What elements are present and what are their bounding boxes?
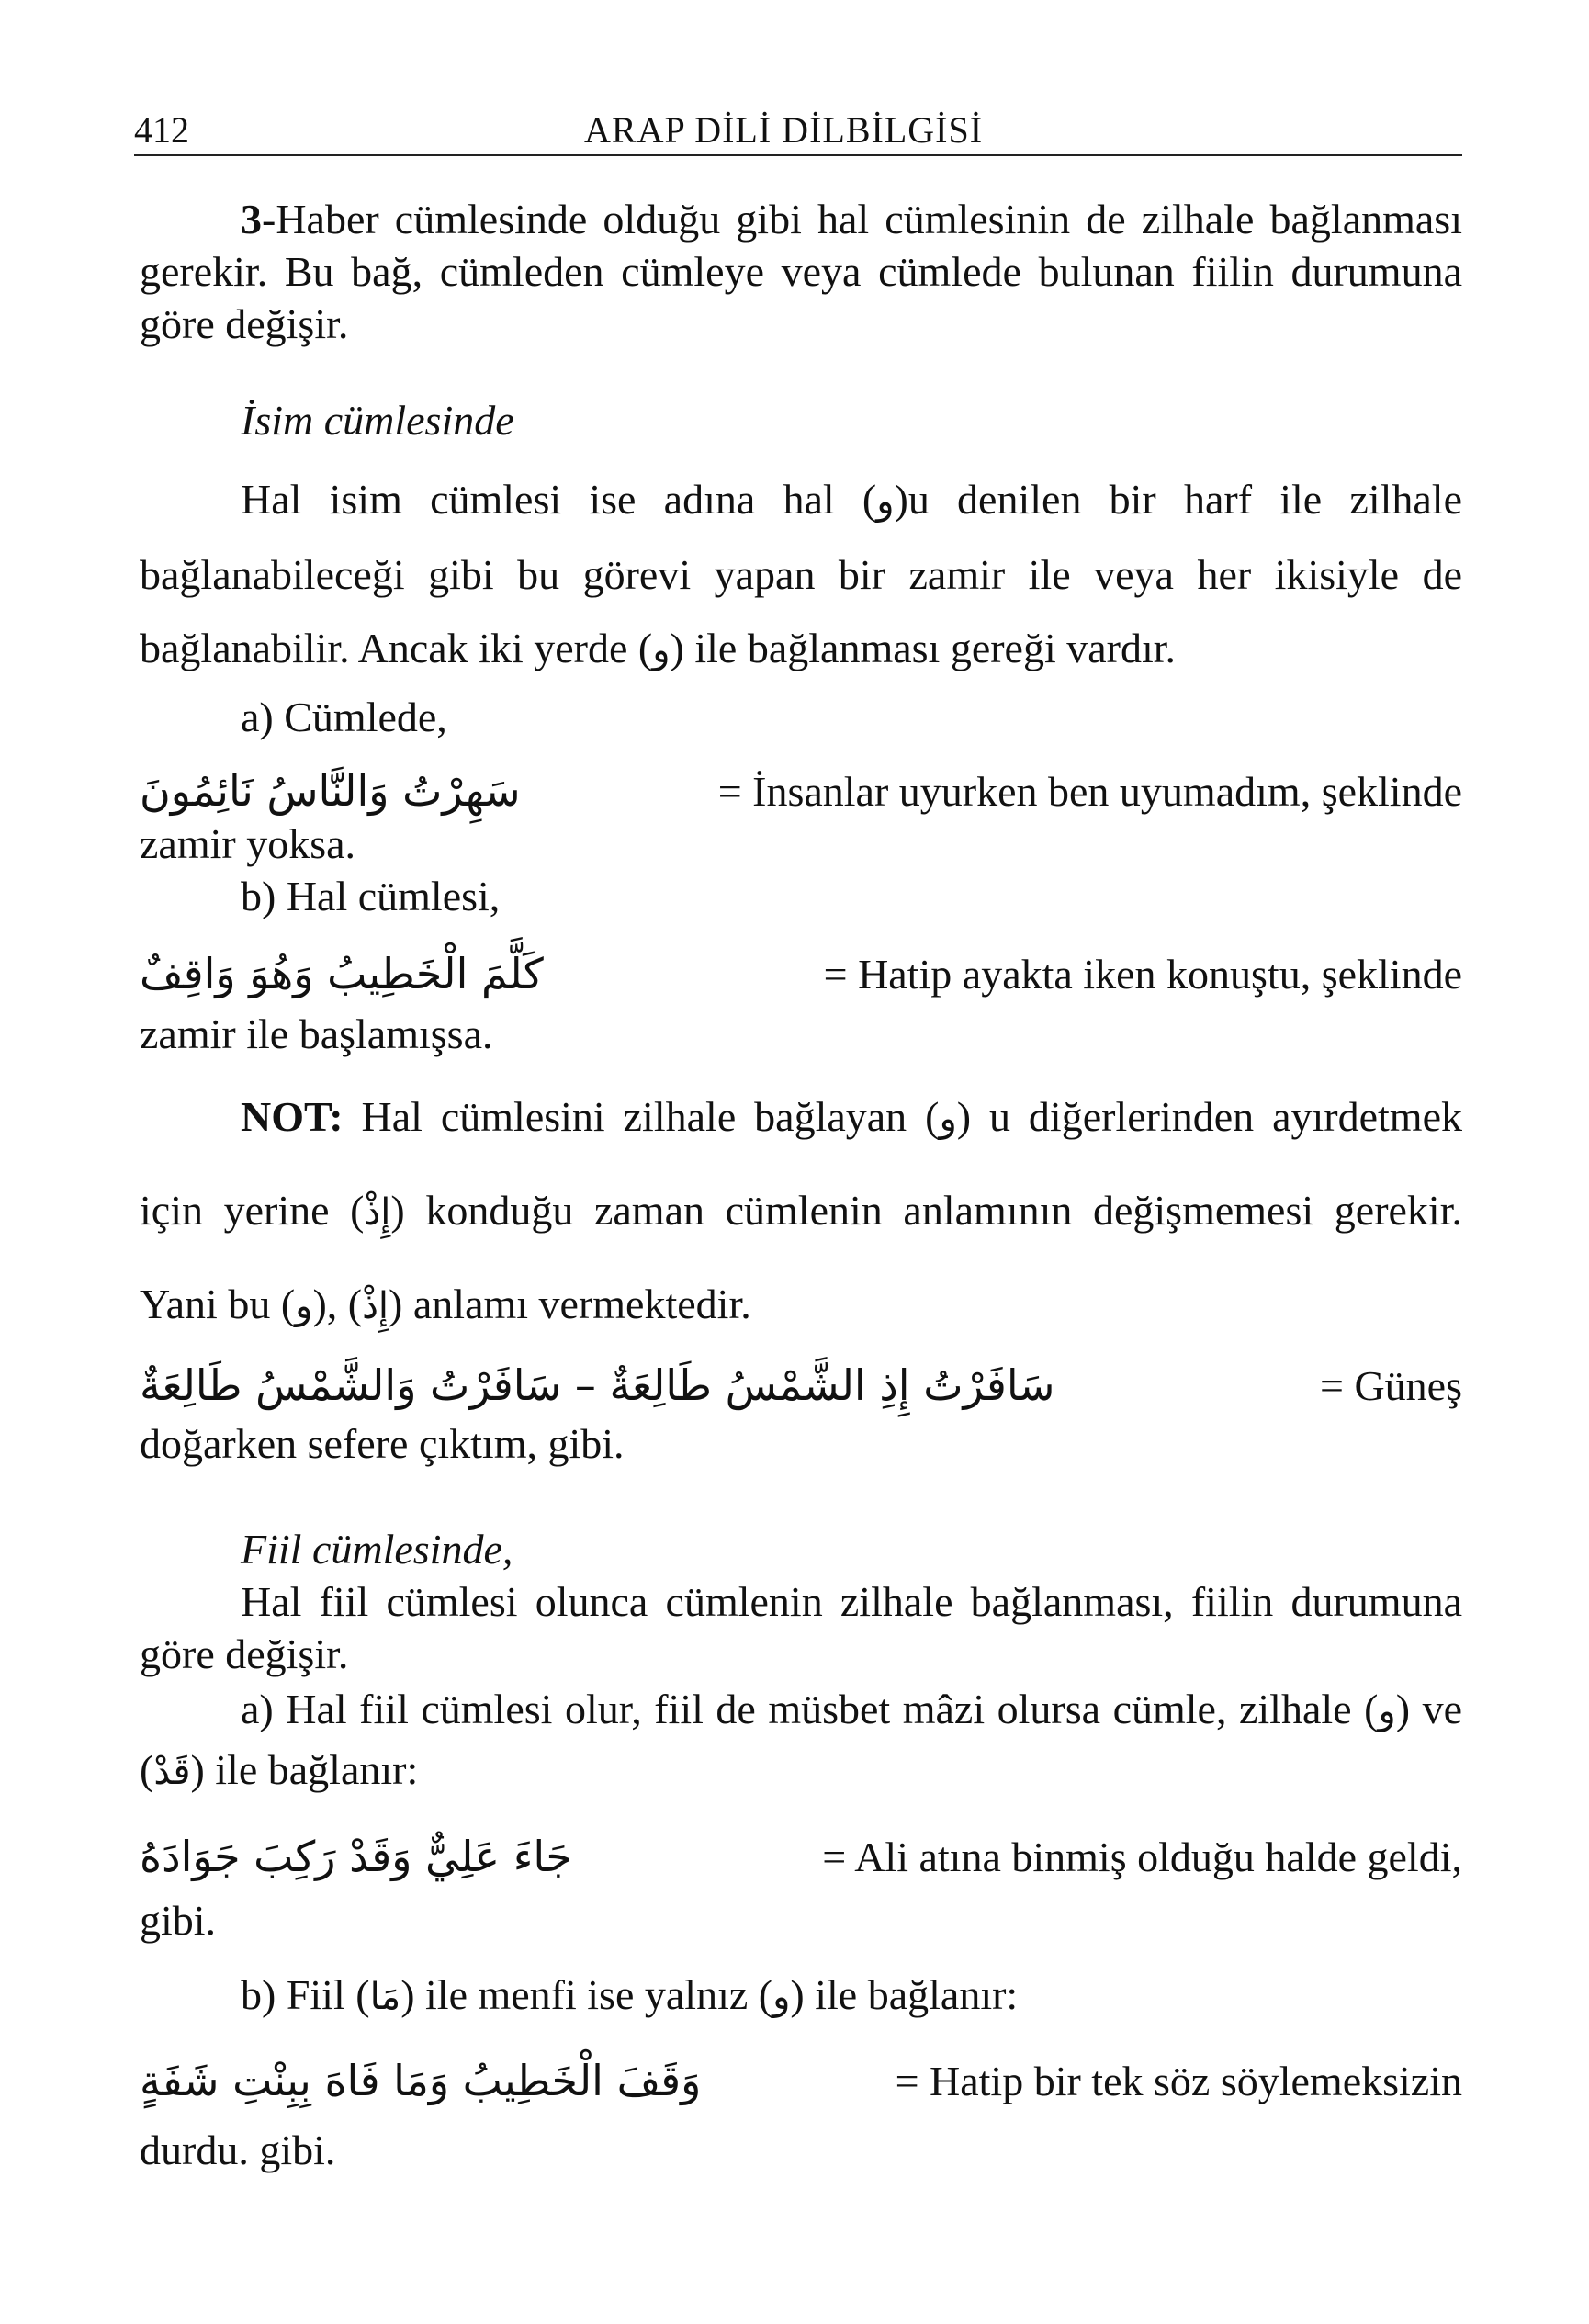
translation: = Hatip bir tek söz söylemeksizin xyxy=(895,2058,1462,2104)
arabic-word: قَدْ xyxy=(153,1751,191,1793)
arabic-word: مَا xyxy=(369,1976,401,2018)
text-segment: ) ve ( xyxy=(140,1686,1462,1793)
page-header xyxy=(134,99,1462,156)
item-b-hal: b) Hal cümlesi, xyxy=(241,873,501,919)
example-line xyxy=(140,2055,1462,2107)
example-2 xyxy=(140,948,1462,1060)
example-tail: gibi. xyxy=(140,1897,217,1944)
item-a-fiil xyxy=(140,1680,1462,1801)
text-segment: b) Fiil ( xyxy=(241,1971,370,2018)
paragraph-fiil: Hal fiil cümlesi olunca cümlenin zilhale bağlanması, fiilin durumuna göre değişir. xyxy=(140,1578,1462,1677)
subheading-fiil: Fiil cümlesinde, xyxy=(241,1526,513,1573)
example-line xyxy=(140,948,1462,1000)
text-segment: ) ile menfi ise yalnız ( xyxy=(400,1971,773,2018)
text-segment: ) ile bağlanması gereği vardır. xyxy=(670,625,1177,671)
item-b-fiil xyxy=(140,1969,1462,2024)
arabic-word: إِذْ xyxy=(364,1191,391,1234)
text-segment: ) ile bağlanır: xyxy=(190,1746,419,1793)
translation: = Ali atına binmiş olduğu halde geldi, xyxy=(822,1833,1462,1880)
arabic-word: إِذْ xyxy=(362,1285,389,1327)
example-line xyxy=(140,1831,1462,1883)
subheading-isim: İsim cümlesinde xyxy=(241,397,514,444)
example-5 xyxy=(140,2055,1462,2176)
example-line xyxy=(140,1359,1462,1412)
arabic-letter: و xyxy=(876,480,895,523)
text-segment: ) ile bağlanır: xyxy=(790,1971,1019,2018)
note-label: NOT: xyxy=(241,1093,344,1140)
arabic-example: جَاءَ عَلِيٌّ وَقَدْ رَكِبَ جَوَادَهُ xyxy=(140,1832,572,1881)
example-tail: zamir yoksa. xyxy=(140,820,356,867)
arabic-letter: و xyxy=(1378,1690,1396,1732)
arabic-letter: و xyxy=(772,1976,791,2018)
translation: = İnsanlar uyurken ben uyumadım, şeklinde xyxy=(717,768,1462,815)
running-title: ARAP DİLİ DİLBİLGİSİ xyxy=(584,109,984,151)
page-number: 412 xyxy=(134,109,189,151)
text-segment: ) konduğu zaman cümlenin anlamının değişmemesi gerekir. Yani bu ( xyxy=(140,1187,1462,1327)
arabic-example: سَهِرْتُ وَالنَّاسُ نَائِمُونَ xyxy=(140,766,521,816)
translation: = Güneş xyxy=(1320,1362,1462,1409)
text-segment: Hal isim cümlesi ise adına hal ( xyxy=(241,476,877,523)
example-3 xyxy=(140,1359,1462,1470)
text-segment: )u denilen bir harf ile zilhale bağlanabileceği gibi bu görevi yapan bir zamir ile veya her ikisiyle de bağlanabilir. Ancak iki yerde ( xyxy=(140,476,1462,671)
rule-number: 3 xyxy=(241,196,262,243)
arabic-example: سَافَرْتُ إِذِ الشَّمْسُ طَالِعَةٌ – سَافَرْتُ وَالشَّمْسُ طَالِعَةٌ xyxy=(140,1360,1055,1410)
example-line xyxy=(140,765,1462,818)
text-segment: ) u diğerlerinden ayırdetmek için yerine ( xyxy=(140,1093,1462,1234)
example-1 xyxy=(140,765,1462,870)
rule-text: -Haber cümlesinde olduğu gibi hal cümlesinin de zilhale bağlanması gerekir. Bu bağ, cümleden cümleye veya cümlede bulunan fiilin durumuna göre değişir. xyxy=(140,196,1462,347)
example-tail: zamir ile başlamışsa. xyxy=(140,1010,493,1057)
page-body xyxy=(140,193,1462,2176)
text-segment: Hal cümlesini zilhale bağlayan ( xyxy=(343,1093,940,1140)
arabic-letter: و xyxy=(652,629,671,671)
arabic-letter: و xyxy=(295,1285,313,1327)
translation: = Hatip ayakta iken konuştu, şeklinde xyxy=(823,951,1462,998)
paragraph-isim xyxy=(140,463,1462,687)
text-segment: ) anlamı vermektedir. xyxy=(389,1280,751,1327)
text-segment: ), ( xyxy=(312,1280,363,1327)
arabic-example: كَلَّمَ الْخَطِيبُ وَهُوَ وَاقِفٌ xyxy=(140,949,544,998)
note-paragraph xyxy=(140,1071,1462,1352)
arabic-letter: و xyxy=(939,1098,957,1140)
arabic-example: وَقَفَ الْخَطِيبُ وَمَا فَاهَ بِبِنْتِ شَفَةٍ xyxy=(140,2056,702,2105)
paragraph-rule-3 xyxy=(140,193,1462,350)
item-a-cumlede: a) Cümlede, xyxy=(241,694,447,740)
example-4 xyxy=(140,1831,1462,1946)
example-tail: doğarken sefere çıktım, gibi. xyxy=(140,1420,625,1467)
example-tail: durdu. gibi. xyxy=(140,2127,336,2173)
text-segment: a) Hal fiil cümlesi olur, fiil de müsbet mâzi olursa cümle, zilhale ( xyxy=(241,1686,1379,1732)
